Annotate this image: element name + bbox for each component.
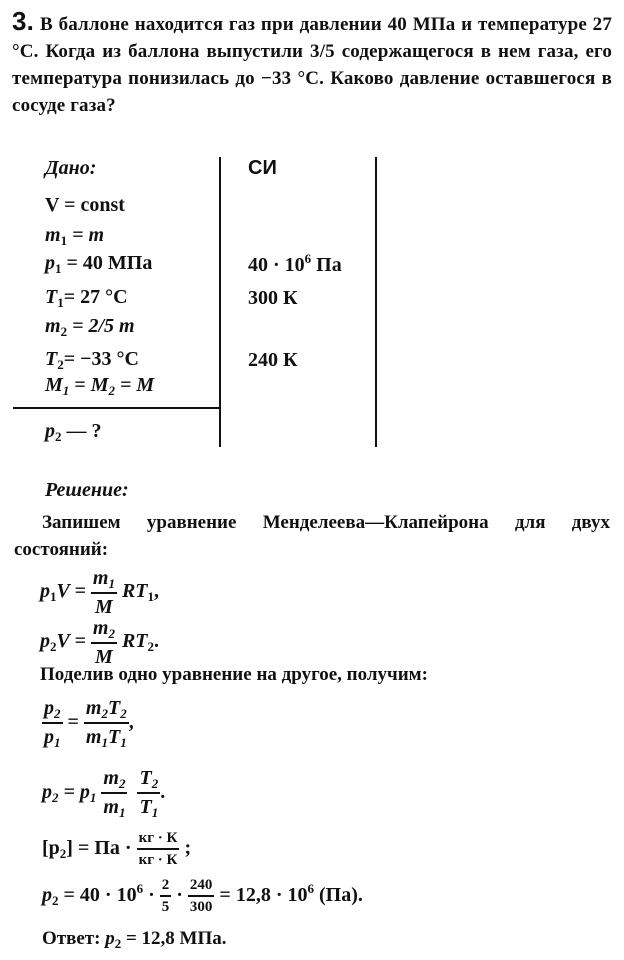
problem-statement [12, 8, 612, 119]
given-t1: $T_1= 27$ °С [45, 286, 128, 310]
si-p1: $40 \cdot 10^6$ Па [248, 251, 342, 276]
si-t1: 300 К [248, 287, 298, 309]
given-molar-mass: $M_1 = M_2 = M$ [45, 374, 155, 398]
given-volume: V = const [45, 194, 125, 216]
table-divider-horizontal [13, 407, 221, 409]
equation-p2: $p_2 = p_1$ $\frac{m_2}{m_1}$ $\frac{T_2}{T_1}$ . [42, 767, 166, 820]
equation-ratio: $\frac{p_2}{p_1}$ = $\frac{m_2T_2}{m_1T_1}$ , [44, 697, 134, 750]
table-divider-left [219, 157, 221, 447]
equation-state-2: $p_2V$ = $\frac{m_2}{M}$ $RT_2$. [40, 617, 159, 668]
find-p2: $p_2$ — ? [45, 420, 102, 444]
table-divider-right [375, 157, 377, 447]
solution-header: Решение: [45, 479, 129, 501]
divide-text: Поделив одно уравнение на другое, получим: [40, 664, 428, 685]
units-check: $[p_2]$ = Па · $\frac{кг \cdot К}{кг \cdot К}$ ; [42, 830, 192, 868]
si-t2: 240 К [248, 349, 298, 371]
answer: Ответ: $p_2 = 12,8$ МПа. [42, 928, 227, 951]
solution-intro: Запишем уравнение Менделеева—Клапейрона для двух состояний: [14, 512, 610, 560]
given-t2: $T_2= -33$ °С [45, 348, 139, 372]
problem-text: В баллоне находится газ при давлении 40 МПа и температуре 27 °С. Когда из баллона выпустили 3/5 содержащегося в нем газа, его температура понизилась до −33 °С. Каково давление оставшегося в сосуде газа? [12, 14, 612, 116]
given-header: Дано: [45, 157, 97, 179]
equation-state-1: $p_1V$ = $\frac{m_1}{M}$ $RT_1$, [40, 567, 159, 618]
calculation: $p_2 = 40 \cdot 10^6$ · $\frac{2}{5}$ · $\frac{240}{300}$ = $12,8 \cdot 10^6$ (Па). [42, 877, 363, 915]
given-m2: $m_2 = 2/5$ m [45, 315, 135, 339]
si-header: СИ [248, 157, 277, 179]
problem-number: 3. [12, 6, 34, 36]
given-m1: $m_1 = m$ [45, 224, 105, 248]
given-p1: $p_1 = 40$ МПа [45, 252, 153, 276]
